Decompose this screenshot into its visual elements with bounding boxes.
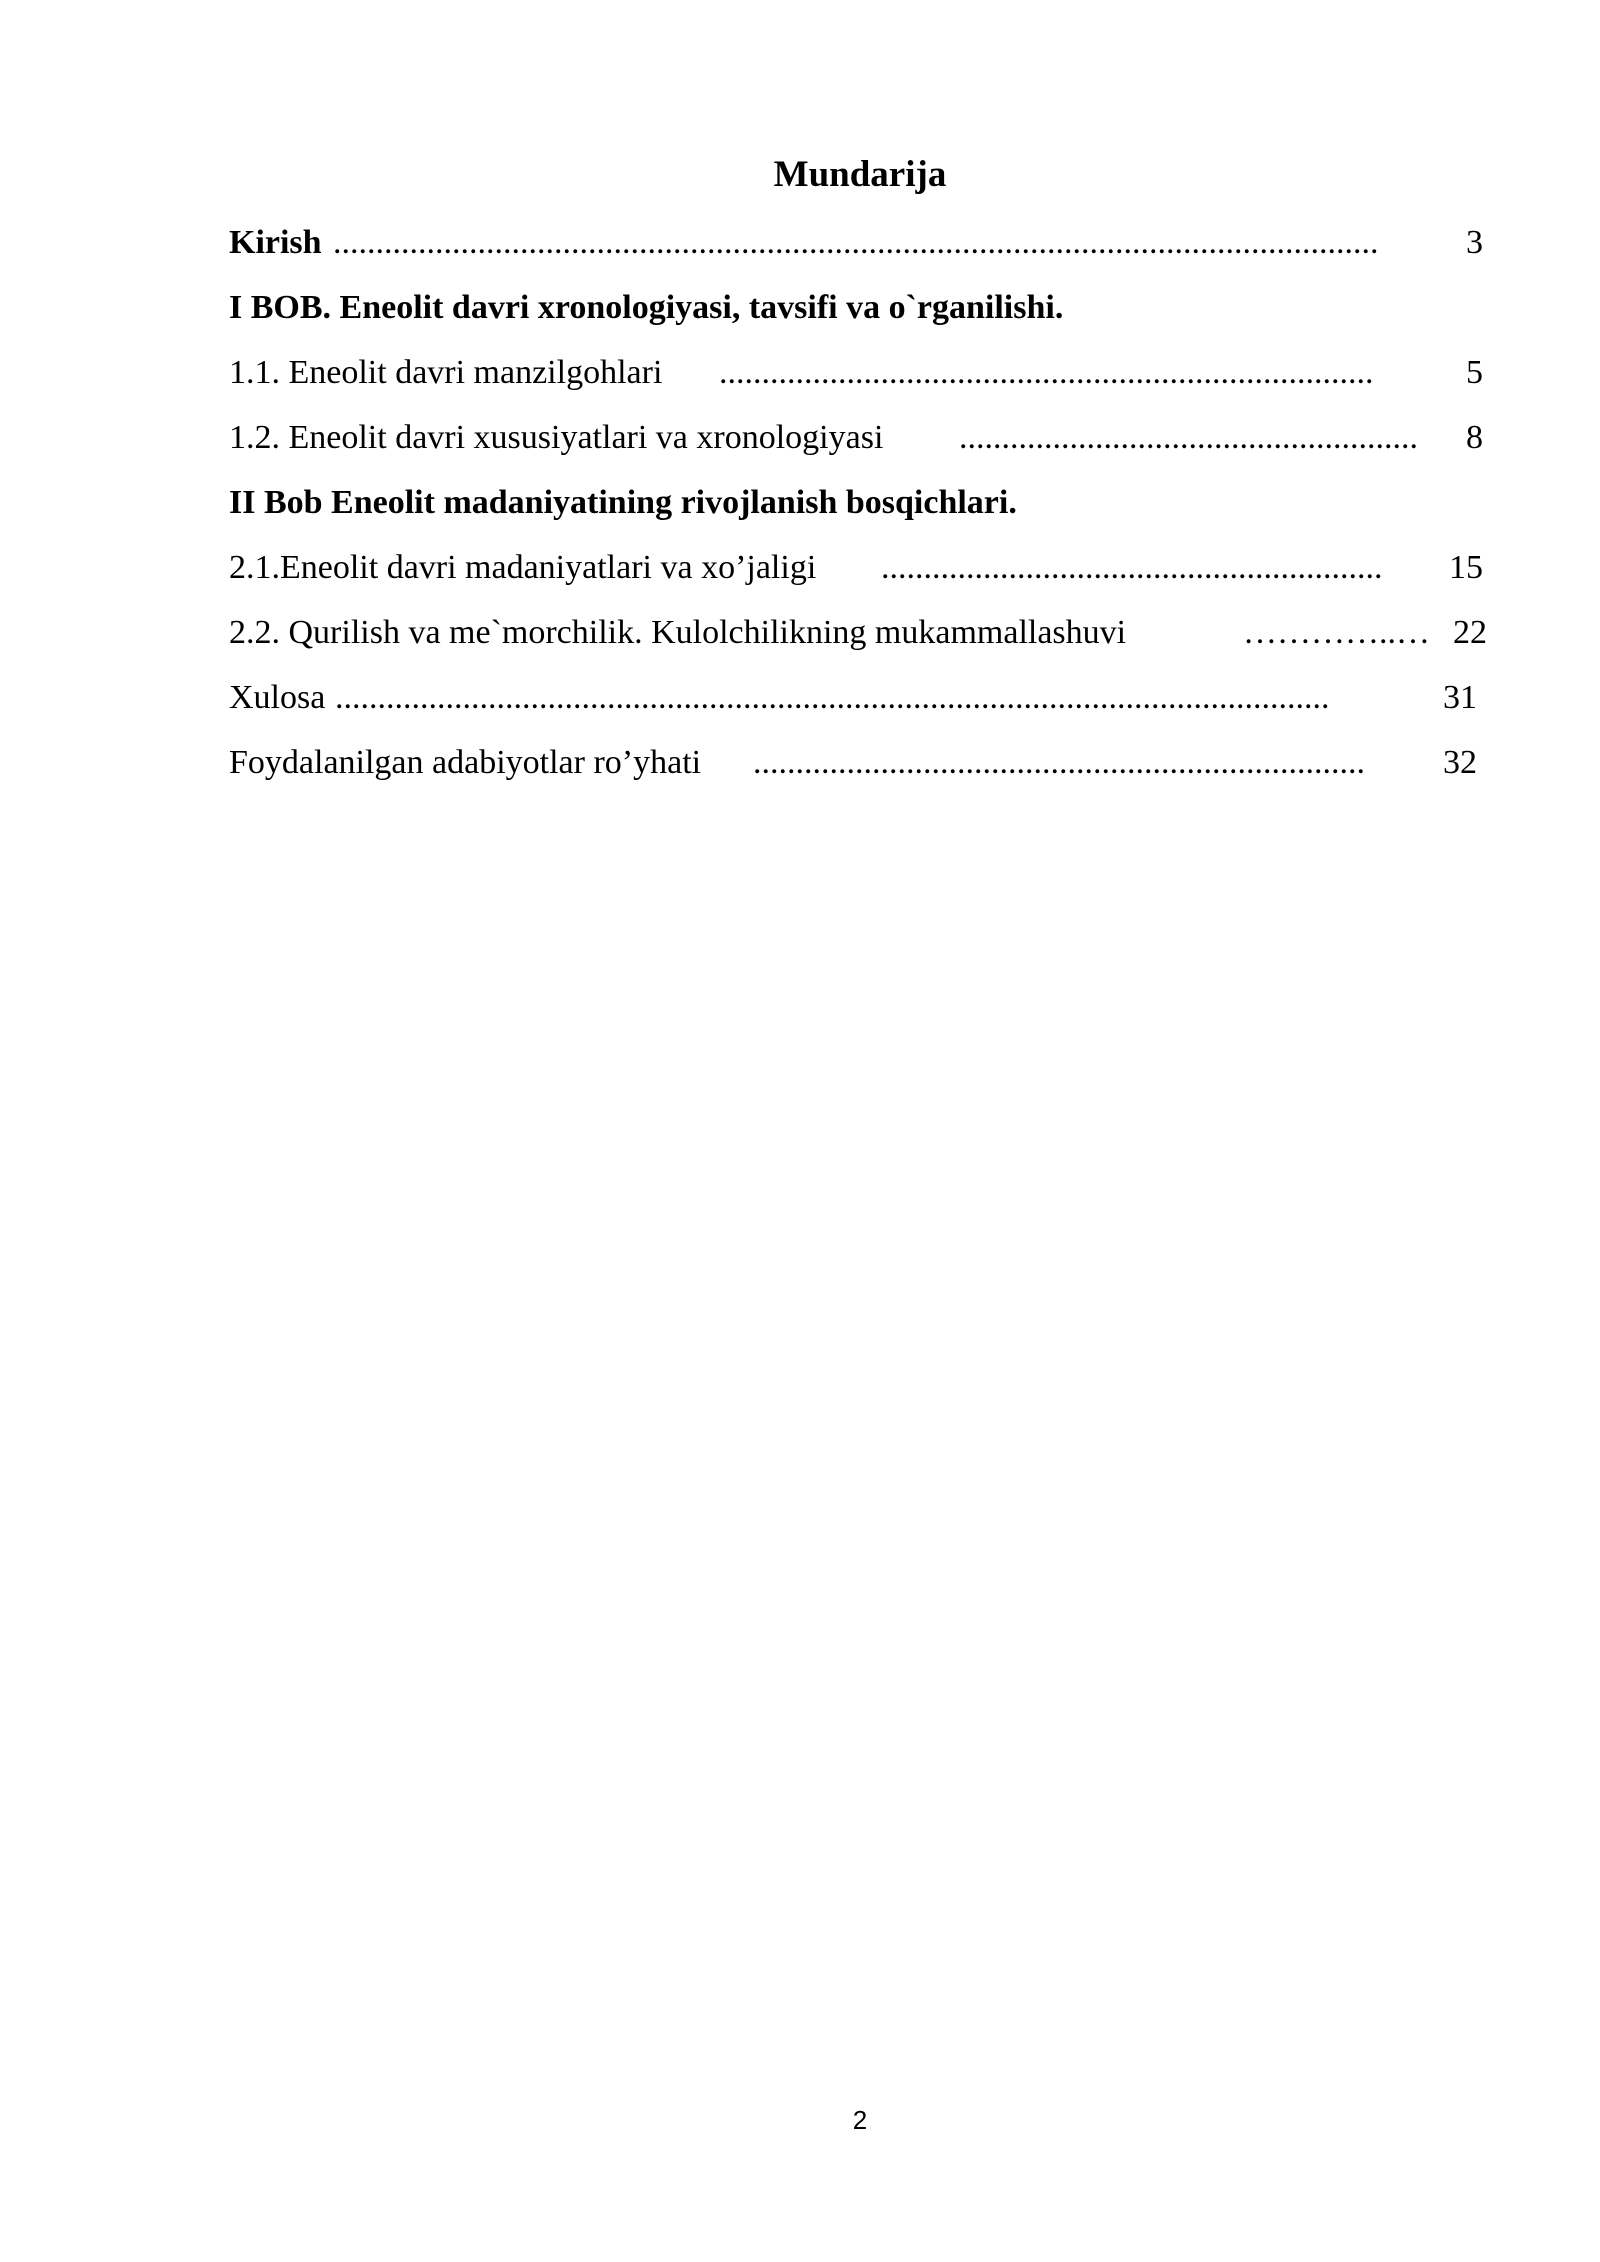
toc-entry-page: 22 <box>1453 614 1487 651</box>
toc-entry-2-2 <box>229 608 1487 673</box>
toc-entry-text: Kirish <box>229 224 322 261</box>
toc-entry-text: Foydalanilgan adabiyotlar ro’yhati <box>229 744 702 781</box>
toc-entry-1-2 <box>229 413 1483 478</box>
toc-entry-text: Xulosa <box>229 679 326 716</box>
toc-entry-page: 3 <box>1466 224 1483 261</box>
toc-entry-leader: ...................................................... <box>959 419 1418 456</box>
toc-entry-leader: ..................................................................................................................... <box>335 679 1330 716</box>
toc-entry-kirish <box>229 218 1483 283</box>
toc-entry-1-1 <box>229 348 1483 413</box>
toc-entry-text: I BOB. Eneolit davri xronologiyasi, tavsifi va o`rganilishi. <box>229 289 1064 326</box>
page-number: 2 <box>852 2105 868 2135</box>
toc-entry-adabiyotlar <box>229 738 1483 803</box>
toc-entry-leader: …………..… <box>1243 614 1430 651</box>
toc-entry-chapter-2 <box>229 478 1483 543</box>
toc-entry-text: 2.1.Eneolit davri madaniyatlari va xo’jaligi <box>229 549 817 586</box>
toc-entry-text: 1.1. Eneolit davri manzilgohlari <box>229 354 663 391</box>
toc-entry-chapter-1 <box>229 283 1483 348</box>
toc-entry-text: II Bob Eneolit madaniyatining rivojlanish bosqichlari. <box>229 484 1017 521</box>
toc-entry-leader: ........................................................... <box>881 549 1383 586</box>
toc-entry-leader: ........................................................................................................................... <box>333 224 1379 261</box>
toc-entry-leader: ............................................................................. <box>719 354 1374 391</box>
toc-entry-page: 15 <box>1449 549 1483 586</box>
toc-entry-text: 2.2. Qurilish va me`morchilik. Kulolchilikning mukammallashuvi <box>229 614 1127 651</box>
toc-entry-text: 1.2. Eneolit davri xususiyatlari va xronologiyasi <box>229 419 884 456</box>
toc-entry-leader: ........................................................................ <box>753 744 1365 781</box>
table-of-contents <box>229 218 1487 803</box>
toc-entry-xulosa <box>229 673 1483 738</box>
toc-entry-page: 32 <box>1443 744 1477 781</box>
toc-entry-page: 8 <box>1466 419 1483 456</box>
toc-entry-page: 31 <box>1443 679 1477 716</box>
toc-title: Mundarija <box>773 154 947 195</box>
toc-entry-page: 5 <box>1466 354 1483 391</box>
toc-entry-2-1 <box>229 543 1483 608</box>
